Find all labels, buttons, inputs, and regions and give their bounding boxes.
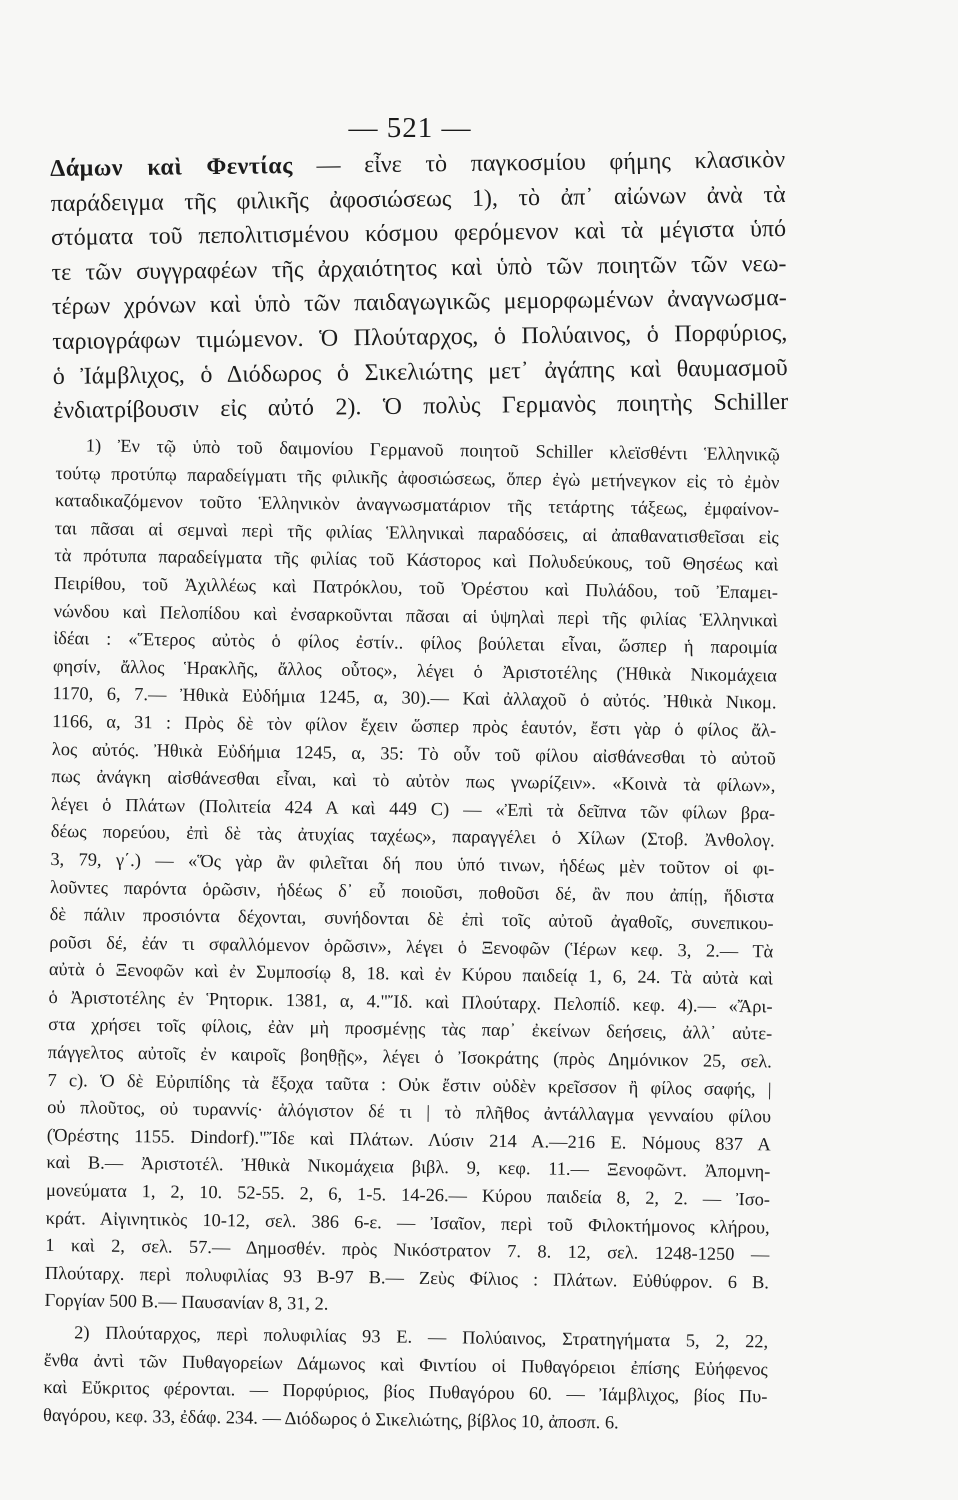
main-line: ὁ Ἰάμβλιχος, ὁ Διόδωρος ὁ Σικελιώτης μετ᾽ ἀγάπης καὶ θαυμασμοῦ bbox=[52, 354, 788, 390]
footnote-line: ἰδέαι : «Ἕτερος αὐτὸς ὁ φίλος ἐστίν.. φίλος βούλεται εἶναι, ὥσπερ ἡ παροιμία bbox=[53, 628, 778, 658]
footnote-line: ροῦσι δέ, ἐάν τι σφαλλόμενον ὁρῶσιν», λέγει ὁ Ξενοφῶν (Ἱέρων κεφ. 3, 2.— Τὰ bbox=[49, 931, 774, 962]
footnote-line: 1 καὶ 2, σελ. 57.— Δημοσθέν. πρὸς Νικόστρατον 7. 8. 12, σελ. 1248-1250 — bbox=[45, 1235, 770, 1265]
footnote-line: 1) Ἐν τῷ ὑπὸ τοῦ δαιμονίου Γερμανοῦ ποιητοῦ Schiller κλεϊσθέντι Ἑλληνικῷ bbox=[85, 435, 780, 465]
footnote-line: δέως πορεύου, ἐπὶ δὲ τὰς ἀτυχίας ταχέως», παραγγέλει ὁ Χίλων (Στοβ. Ἀνθολογ. bbox=[50, 821, 775, 851]
footnote-line: Πλούταρχ. περὶ πολυφιλίας 93 Β-97 Β.— Ζεὺς Φίλιος : Πλάτων. Εὐθύφρον. 6 Β. bbox=[44, 1262, 770, 1293]
footnote-line: λοῦντες παρόντα ὁρῶσιν, ἡδέως δ᾽ εὖ ποιοῦσι, ποθοῦσι δέ, ἂν που ἀπίῃ, ἥδιστα bbox=[49, 876, 775, 906]
main-line: τε τῶν συγγραφέων τῆς ἀρχαιότητος καὶ ὑπὸ τῶν ποιητῶν τῶν νεω- bbox=[51, 250, 787, 286]
footnote-line: στα χρήσει τοῖς φίλοις, ἐὰν μὴ προσμένῃς τὰς παρ᾽ ἐκείνων δεήσεις, ἀλλ᾽ αὐτε- bbox=[48, 1014, 773, 1044]
footnote-line: θαγόρου, κεφ. 33, ἐδάφ. 234. — Διόδωρος ὁ Σικελιώτης, βίβλος 10, ἀποσπ. 6. bbox=[43, 1404, 619, 1433]
footnote-line: καταδικαζόμενον τοῦτο Ἑλληνικὸν ἀναγνωσματάριον τῆς τετάρτης τάξεως, ἐμφαίνον- bbox=[54, 490, 780, 520]
footnote-line: φησίν, ἄλλος Ἡρακλῆς, ἄλλος οὗτος», λέγει ὁ Ἀριστοτέλης (Ἠθικὰ Νικομάχεια bbox=[52, 655, 778, 686]
footnote-line: πάγγελτος αὐτοῖς ἐν καιροῖς βοηθῇς», λέγει ὁ Ἰσοκράτης (πρὸς Δημόνικον 25, σελ. bbox=[47, 1042, 772, 1072]
footnote-line: τὰ πρότυπα παραδείγματα τῆς φιλίας τοῦ Κάστορος καὶ Πολυδεύκους, τοῦ Θησέως καὶ bbox=[54, 545, 779, 575]
main-line: ταριογράφων τιμώμενον. Ὁ Πλούταρχος, ὁ Πολύαινος, ὁ Πορφύριος, bbox=[52, 319, 788, 355]
footnote-line: 1170, 6, 7.— Ἠθικὰ Εὐδήμια 1245, α, 30).— Καὶ ἀλλαχοῦ ὁ αὐτός. Ἠθικὰ Νικομ. bbox=[52, 683, 777, 713]
footnote-line: 2) Πλούταρχος, περὶ πολυφιλίας 93 Ε. — Πολύαινος, Στρατηγήματα 5, 2, 22, bbox=[74, 1322, 769, 1352]
main-paragraph bbox=[50, 143, 788, 429]
main-line: Δάμων καὶ Φεντίας — εἶνε τὸ παγκοσμίου φήμης κλασικὸν bbox=[50, 147, 786, 182]
footnote-line: μονεύματα 1, 2, 10. 52-55. 2, 6, 1-5. 14-26.— Κύρου παιδεία 8, 2, 2. — Ἰσο- bbox=[45, 1179, 771, 1210]
footnote-line: ὁ Ἀριστοτέλης ἐν Ῥητορικ. 1381, α, 4."Ἴδ. καὶ Πλούταρχ. Πελοπίδ. κεφ. 4).— «Ἄρι- bbox=[48, 986, 773, 1017]
footnote-line: πως ἀνάγκη αἰσθάνεσθαι εἶναι, καὶ τὸ αὐτὸν πως γνωρίζειν». «Κοινὰ τὰ φίλων», bbox=[51, 766, 776, 796]
footnote-line: 7 c). Ὁ δὲ Εὐριπίδης τὰ ἔξοχα ταῦτα : Οὐκ ἔστιν οὐδὲν κρεῖσσον ἢ φίλος σαφής, | bbox=[47, 1069, 772, 1100]
footnotes bbox=[43, 432, 780, 1439]
footnote-line: κράτ. Αἰγινητικὸς 10-12, σελ. 386 6-ε. — Ἰσαῖον, περὶ τοῦ Φιλοκτήμονος κλήρου, bbox=[45, 1207, 770, 1238]
footnote-line: ἔνθα ἀντὶ τῶν Πυθαγορείων Δάμωνος καὶ Φιντίου οἱ Πυθαγόρειοι ἐπίσης Εὐήφενος bbox=[43, 1349, 768, 1379]
lead-heading: Δάμων καὶ Φεντίας bbox=[50, 153, 293, 182]
footnote-line: λέγει ὁ Πλάτων (Πολιτεία 424 Α καὶ 449 C) — «Ἐπὶ τὰ δεῖπνα τῶν φίλων βρα- bbox=[51, 793, 776, 824]
main-line: τέρων χρόνων καὶ ὑπὸ τῶν παιδαγωγικῶς μεμορφωμένων ἀναγνωσμα- bbox=[51, 285, 788, 321]
footnote-line: καὶ Εὔκριτος φέρονται. — Πορφύριος, βίος Πυθαγόρου 60. — Ἰάμβλιχος, βίος Πυ- bbox=[43, 1377, 768, 1407]
footnote-line: νώνδου καὶ Πελοπίδου καὶ ἐνσαρκοῦνται πᾶσαι αἱ ὑψηλαὶ περὶ τῆς φιλίας Ἑλληνικαὶ bbox=[53, 600, 778, 631]
footnote-line: καὶ Β.— Ἀριστοτέλ. Ἠθικὰ Νικομάχεια βιβλ. 9, κεφ. 11.— Ξενοφῶντ. Ἀπομνη- bbox=[46, 1152, 771, 1182]
footnote-line: λος αὐτός. Ἠθικὰ Εὐδήμια 1245, α, 35: Τὸ οὖν τοῦ φίλου αἰσθάνεσθαι τὸ αὐτοῦ bbox=[51, 738, 776, 768]
footnote-line: (Ὀρέστης 1155. Dindorf)."Ἴδε καὶ Πλάτων. Λύσιν 214 Α.—216 Ε. Νόμους 837 Α bbox=[46, 1124, 771, 1155]
footnote-1 bbox=[44, 432, 779, 1324]
main-line: ἐνδιατρίβουσιν εἰς αὐτό 2). Ὁ πολὺς Γερμανὸς ποιητὴς Schiller bbox=[53, 389, 789, 425]
footnote-line: 1166, α, 31 : Πρὸς δὲ τὸν φίλον ἔχειν ὥσπερ πρὸς ἑαυτόν, ἔστι γὰρ ὁ φίλος ἄλ- bbox=[52, 710, 777, 741]
footnote-line: ται πᾶσαι αἱ σεμναὶ περὶ τῆς φιλίας Ἑλληνικαὶ παραδόσεις, αἱ ἀπαθανατισθεῖσαι εἰς bbox=[54, 517, 779, 548]
footnote-2 bbox=[43, 1319, 768, 1439]
footnote-line: αὐτὰ ὁ Ξενοφῶν καὶ ἐν Συμποσίῳ 8, 18. καὶ ἐν Κύρου παιδείᾳ 1, 6, 24. Τὰ αὐτὰ καὶ bbox=[48, 959, 774, 989]
footnote-line: 3, 79, γ΄.) — «Ὅς γὰρ ἂν φιλεῖται δή που ὑπό τινων, ἡδέως μὲν τοῦτον οἱ φι- bbox=[50, 848, 775, 879]
page-number: — 521 — bbox=[348, 112, 472, 144]
main-line: παράδειγμα τῆς φιλικῆς ἀφοσιώσεως 1), τὸ ἀπ᾽ αἰώνων ἀνὰ τὰ bbox=[50, 181, 786, 217]
footnote-line: Γοργίαν 500 Β.— Παυσανίαν 8, 31, 2. bbox=[44, 1290, 329, 1315]
footnote-line: δὲ πάλιν προσιόντα δέχονται, συνήδονται δὲ ἐπὶ τοῖς αὐτοῦ ἀγαθοῖς, συνεπικου- bbox=[49, 904, 774, 934]
footnote-line: τούτῳ προτύπῳ παραδείγματι τῆς φιλικῆς ἀφοσιώσεως, ὅπερ ἐγὼ μετήνεγκον εἰς τὸ ἐμὸν bbox=[55, 462, 780, 493]
main-line: στόματα τοῦ πεπολιτισμένου κόσμου φερόμενον καὶ τὰ μέγιστα ὑπό bbox=[50, 216, 787, 252]
footnote-line: Πειρίθου, τοῦ Ἀχιλλέως καὶ Πατρόκλου, τοῦ Ὀρέστου καὶ Πυλάδου, τοῦ Ἐπαμει- bbox=[53, 572, 779, 603]
footnote-line: οὐ πλοῦτος, οὐ τυραννίς· ἀλόγιστον δέ τι | τὸ πλῆθος ἀντάλλαγμα γενναίου φίλου bbox=[47, 1097, 772, 1127]
